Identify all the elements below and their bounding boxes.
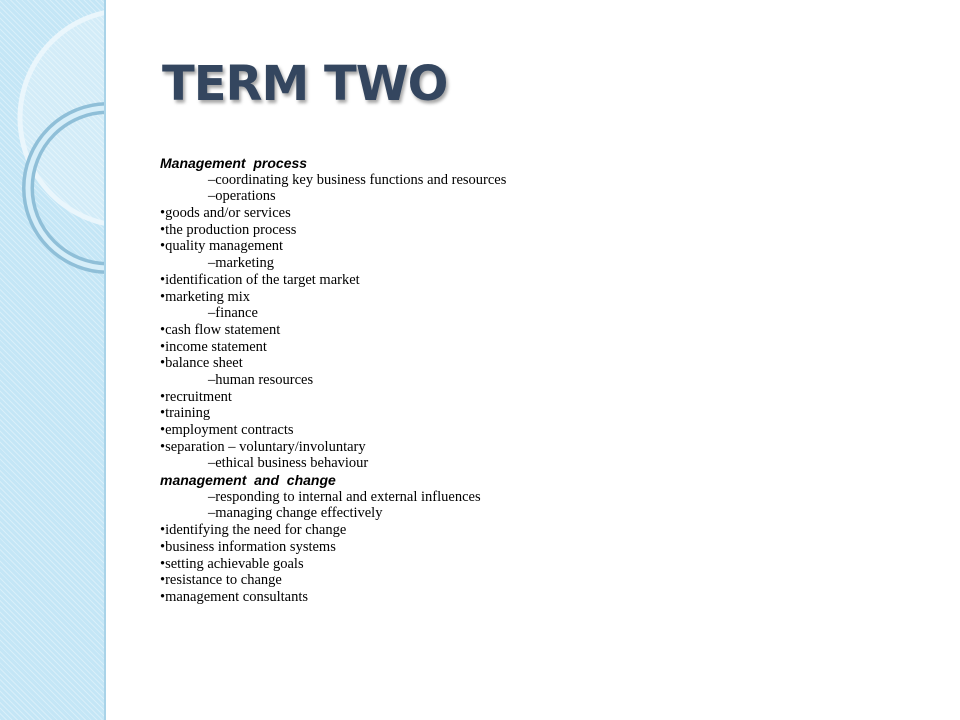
section-heading: Management process <box>160 155 308 171</box>
bullet-item: •quality management <box>160 238 284 255</box>
bullet-item: •resistance to change <box>160 572 282 589</box>
bullet-item: •identification of the target market <box>160 271 360 288</box>
slide-content <box>160 155 920 606</box>
bullet-item: •identifying the need for change <box>160 522 347 539</box>
section-heading: management and change <box>160 472 336 489</box>
sub-topic-item: –responding to internal and external influences <box>208 488 481 505</box>
bullet-item: •recruitment <box>160 388 232 405</box>
sidebar-divider <box>104 0 106 720</box>
bullet-item: •business information systems <box>160 538 336 555</box>
sub-topic-item: –ethical business behaviour <box>208 455 369 472</box>
decorative-circles <box>0 0 106 720</box>
bullet-item: •management consultants <box>160 588 309 605</box>
bullet-item: •marketing mix <box>160 288 251 305</box>
bullet-item: •employment contracts <box>160 422 294 438</box>
sub-topic-item: –human resources <box>208 371 314 388</box>
bullet-item: •setting achievable goals <box>160 555 304 572</box>
sub-topic-item: –finance <box>208 305 258 322</box>
bullet-item: •cash flow statement <box>160 321 281 338</box>
bullet-item: •income statement <box>160 338 267 355</box>
bullet-item: •goods and/or services <box>160 205 291 222</box>
sub-topic-item: –operations <box>208 188 276 205</box>
bullet-item: •the production process <box>160 221 297 238</box>
decorative-sidebar <box>0 0 106 720</box>
bullet-item: •separation – voluntary/involuntary <box>160 438 366 455</box>
bullet-item: •training <box>160 405 211 422</box>
sub-topic-item: –marketing <box>208 255 275 272</box>
bullet-item: •balance sheet <box>160 355 243 372</box>
sub-topic-item: –coordinating key business functions and resources <box>208 171 507 188</box>
sub-topic-item: –managing change effectively <box>208 505 383 522</box>
slide-title: TERM TWO <box>162 56 448 112</box>
